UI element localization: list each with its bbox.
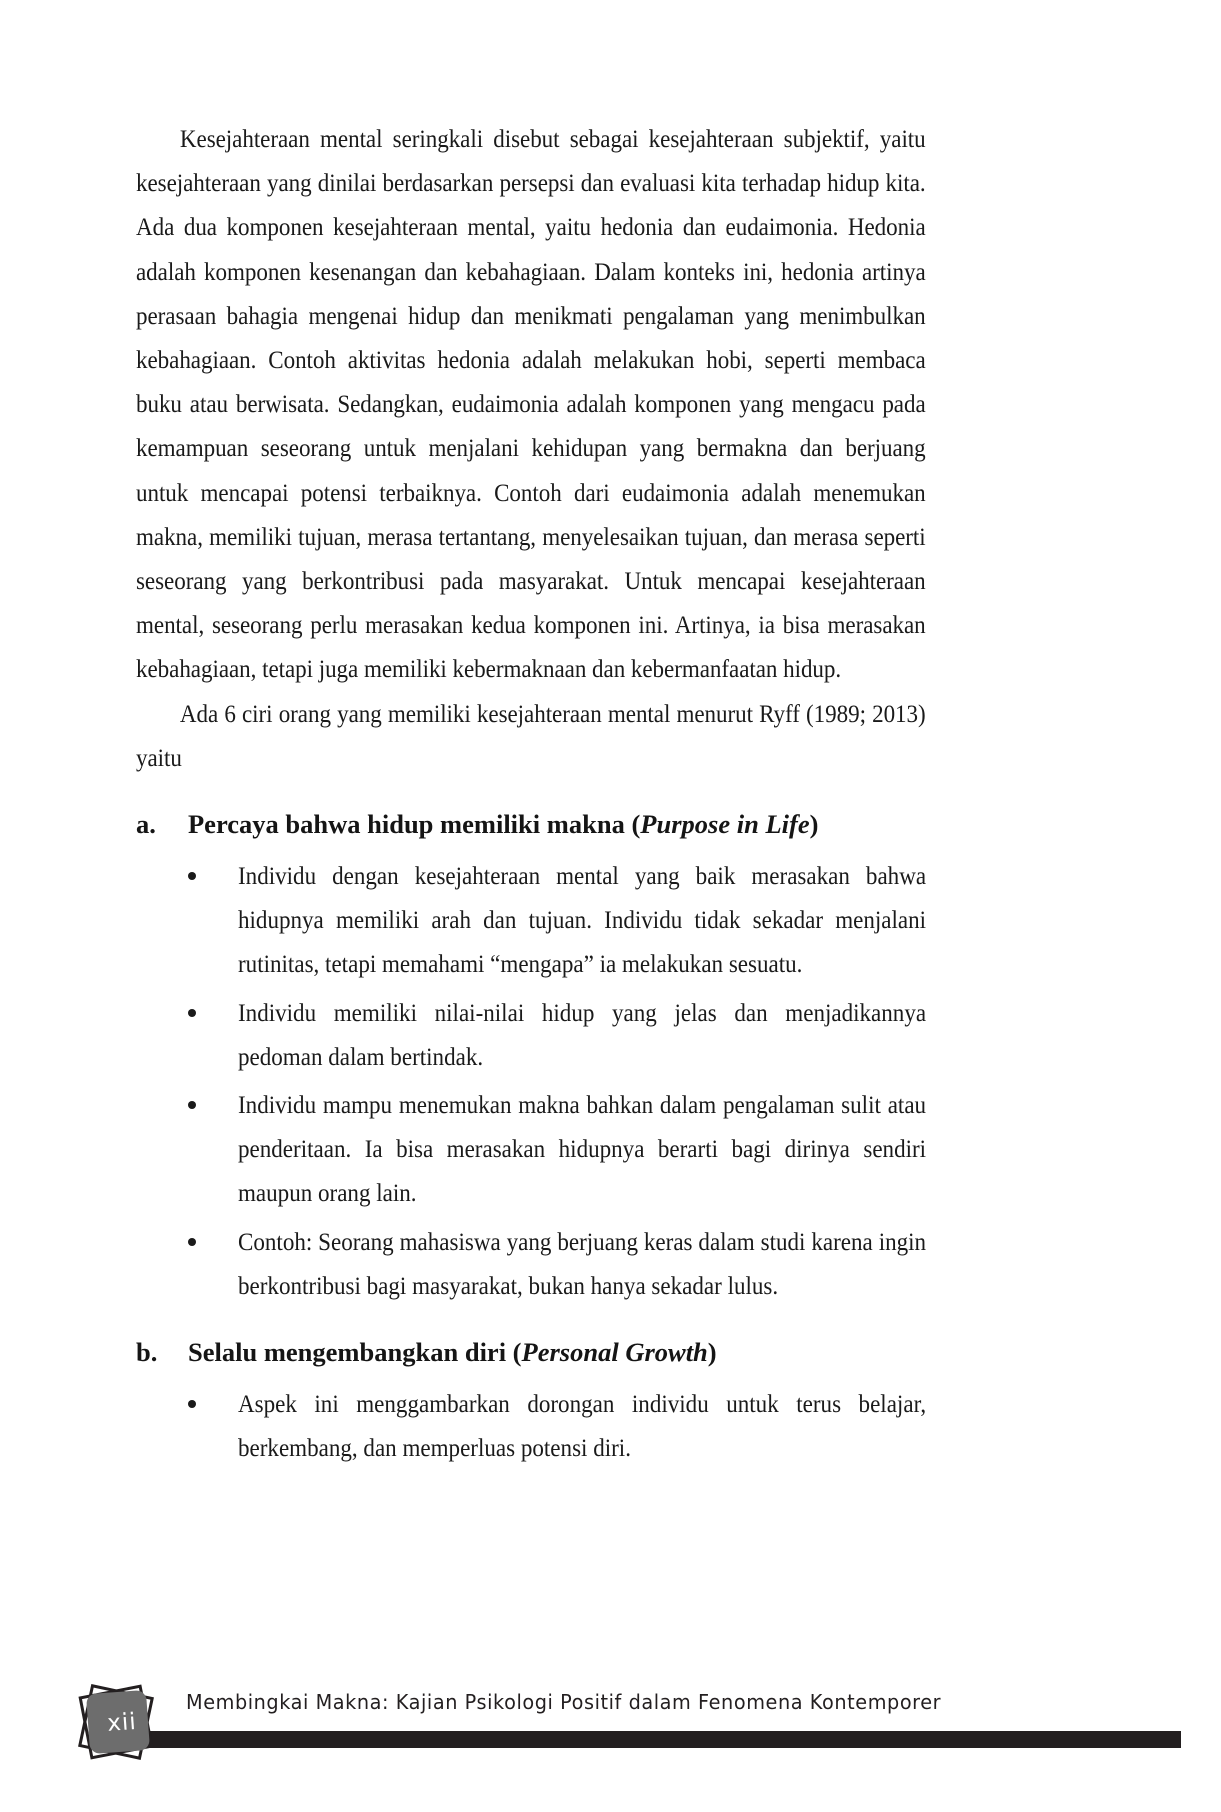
body-paragraph-1: Kesejahteraan mental seringkali disebut sebagai kesejahteraan subjektif, yaitu kesejahteraan yang dinilai berdasarkan persepsi dan evaluasi kita terhadap hidup kita. Ada dua komponen kesejahteraan mental, yaitu hedonia dan eudaimonia. Hedonia adalah komponen kesenangan dan kebahagiaan. Dalam konteks ini, hedonia artinya perasaan bahagia mengenai hidup dan menikmati pengalaman yang menimbulkan kebahagiaan. Contoh aktivitas hedonia adalah melakukan hobi, seperti membaca buku atau berwisata. Sedangkan, eudaimonia adalah komponen yang mengacu pada kemampuan seseorang untuk menjalani kehidupan yang bermakna dan berjuang untuk mencapai potensi terbaiknya. Contoh dari eudaimonia adalah menemukan makna, memiliki tujuan, merasa tertantang, menyelesaikan tujuan, dan merasa seperti seseorang yang berkontribusi pada masyarakat. Untuk mencapai kesejahteraan mental, seseorang perlu merasakan kedua komponen ini. Artinya, ia bisa merasakan kebahagiaan, tetapi juga memiliki kebermaknaan dan kebermanfaatan hidup. xyxy=(136,126,926,684)
section-title-b-italic: Personal Growth xyxy=(521,1337,708,1368)
section-title-a-plain: Percaya bahwa hidup memiliki makna ( xyxy=(188,809,641,840)
section-title-b-plain: Selalu mengembangkan diri ( xyxy=(188,1337,522,1368)
list-item-text: Individu memiliki nilai-nilai hidup yang jelas dan menjadikannya pedoman dalam bertindak. xyxy=(238,999,927,1071)
list-item-text: Contoh: Seorang mahasiswa yang berjuang keras dalam studi karena ingin berkontribusi bagi masyarakat, bukan hanya sekadar lulus. xyxy=(238,1228,927,1300)
section-title-a xyxy=(188,805,926,843)
page-footer xyxy=(0,1680,1221,1812)
section-heading-a xyxy=(136,805,926,843)
bullet-dot-icon xyxy=(188,1101,196,1109)
list-item xyxy=(136,1084,926,1217)
bullet-dot-icon xyxy=(188,1400,196,1408)
page-number: xii xyxy=(106,1708,138,1737)
section-title-a-close: ) xyxy=(809,809,819,840)
section-marker-b: b. xyxy=(136,1337,158,1368)
list-item-text: Aspek ini menggambarkan dorongan individu untuk terus belajar, berkembang, dan memperluas potensi diri. xyxy=(238,1391,927,1463)
bullet-dot-icon xyxy=(188,872,196,880)
list-item xyxy=(136,1383,926,1471)
running-title: Membingkai Makna: Kajian Psikologi Positif dalam Fenomena Kontemporer xyxy=(186,1690,942,1714)
section-title-b-close: ) xyxy=(707,1337,717,1368)
text-column xyxy=(136,118,926,1475)
list-item xyxy=(136,992,926,1080)
page-number-badge xyxy=(72,1682,168,1778)
list-item xyxy=(136,1221,926,1309)
bullet-dot-icon xyxy=(188,1238,196,1246)
footer-rule xyxy=(108,1731,1181,1748)
list-item-text: Individu mampu menemukan makna bahkan dalam pengalaman sulit atau penderitaan. Ia bisa merasakan hidupnya berarti bagi dirinya sendiri maupun orang lain. xyxy=(238,1092,927,1208)
section-marker-a: a. xyxy=(136,809,156,840)
bullet-list-b xyxy=(136,1383,926,1471)
section-title-b xyxy=(188,1333,926,1371)
list-item xyxy=(136,855,926,988)
section-heading-b xyxy=(136,1333,926,1371)
section-title-a-italic: Purpose in Life xyxy=(640,809,810,840)
body-paragraph-2: Ada 6 ciri orang yang memiliki kesejahteraan mental menurut Ryff (1989; 2013) yaitu xyxy=(136,700,926,772)
bullet-dot-icon xyxy=(188,1009,196,1017)
bullet-list-a xyxy=(136,855,926,1309)
list-item-text: Individu dengan kesejahteraan mental yang baik merasakan bahwa hidupnya memiliki arah dan tujuan. Individu tidak sekadar menjalani rutinitas, tetapi memahami “mengapa” ia melakukan sesuatu. xyxy=(238,863,927,979)
